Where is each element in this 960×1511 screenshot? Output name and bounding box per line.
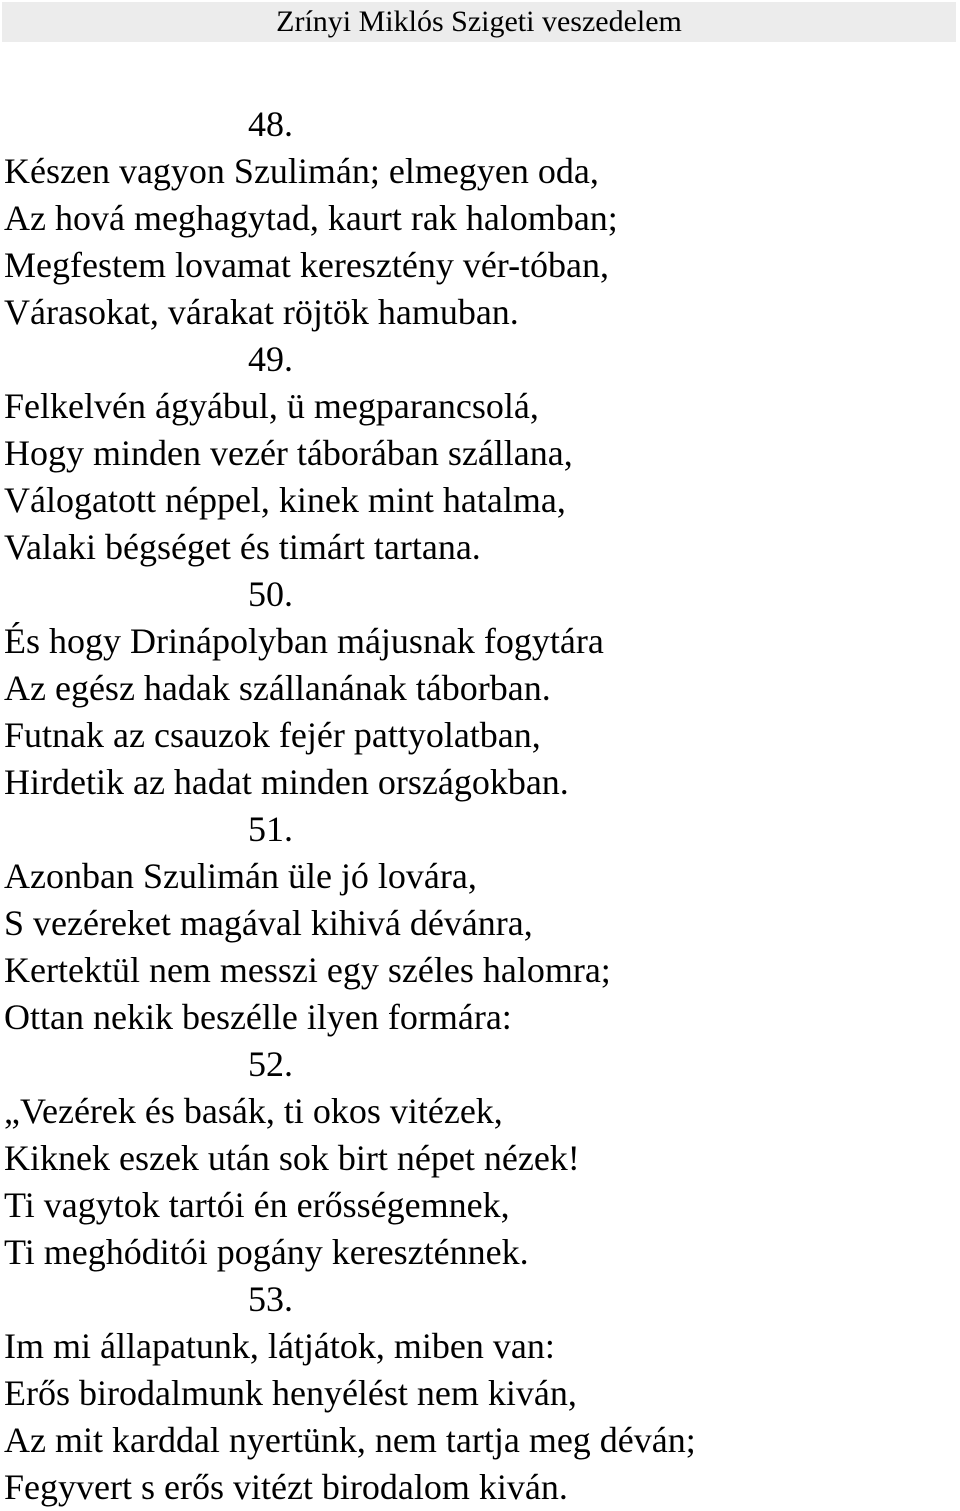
stanza: [4, 806, 954, 1041]
header-title: Zrínyi Miklós Szigeti veszedelem: [276, 5, 682, 38]
stanza-number: 53.: [248, 1279, 293, 1319]
poem-text: [4, 101, 954, 1511]
verse-line: Ti meghóditói pogány kereszténnek.: [4, 1232, 529, 1272]
verse-line: Im mi állapatunk, látjátok, miben van:: [4, 1326, 555, 1366]
verse-line: Az mit karddal nyertünk, nem tartja meg déván;: [4, 1420, 696, 1460]
verse-line: Ti vagytok tartói én erősségemnek,: [4, 1185, 510, 1225]
stanza: [4, 1276, 954, 1511]
verse-line: Kertektül nem messzi egy széles halomra;: [4, 950, 611, 990]
stanza-number: 51.: [248, 809, 293, 849]
stanza-number: 48.: [248, 104, 293, 144]
stanza: [4, 1041, 954, 1276]
stanza-number: 52.: [248, 1044, 293, 1084]
verse-line: S vezéreket magával kihivá dévánra,: [4, 903, 533, 943]
verse-line: Azonban Szulimán üle jó lovára,: [4, 856, 477, 896]
verse-line: Felkelvén ágyábul, ü megparancsolá,: [4, 386, 539, 426]
verse-line: Fegyvert s erős vitézt birodalom kiván.: [4, 1467, 568, 1507]
verse-line: Hogy minden vezér táborában szállana,: [4, 433, 573, 473]
verse-line: Kiknek eszek után sok birt népet nézek!: [4, 1138, 580, 1178]
stanza-number: 49.: [248, 339, 293, 379]
stanza-number: 50.: [248, 574, 293, 614]
stanza: [4, 571, 954, 806]
verse-line: Válogatott néppel, kinek mint hatalma,: [4, 480, 566, 520]
verse-line: És hogy Drinápolyban májusnak fogytára: [4, 621, 604, 661]
stanza: [4, 101, 954, 336]
verse-line: Készen vagyon Szulimán; elmegyen oda,: [4, 151, 599, 191]
stanza: [4, 336, 954, 571]
verse-line: Az egész hadak szállanának táborban.: [4, 668, 551, 708]
verse-line: Ottan nekik beszélle ilyen formára:: [4, 997, 512, 1037]
verse-line: Erős birodalmunk henyélést nem kiván,: [4, 1373, 577, 1413]
page-header: [2, 2, 956, 42]
verse-line: Várasokat, várakat röjtök hamuban.: [4, 292, 519, 332]
verse-line: „Vezérek és basák, ti okos vitézek,: [4, 1091, 503, 1131]
verse-line: Megfestem lovamat keresztény vér-tóban,: [4, 245, 610, 285]
verse-line: Futnak az csauzok fejér pattyolatban,: [4, 715, 541, 755]
verse-line: Valaki bégséget és timárt tartana.: [4, 527, 481, 567]
verse-line: Az hová meghagytad, kaurt rak halomban;: [4, 198, 618, 238]
verse-line: Hirdetik az hadat minden országokban.: [4, 762, 569, 802]
